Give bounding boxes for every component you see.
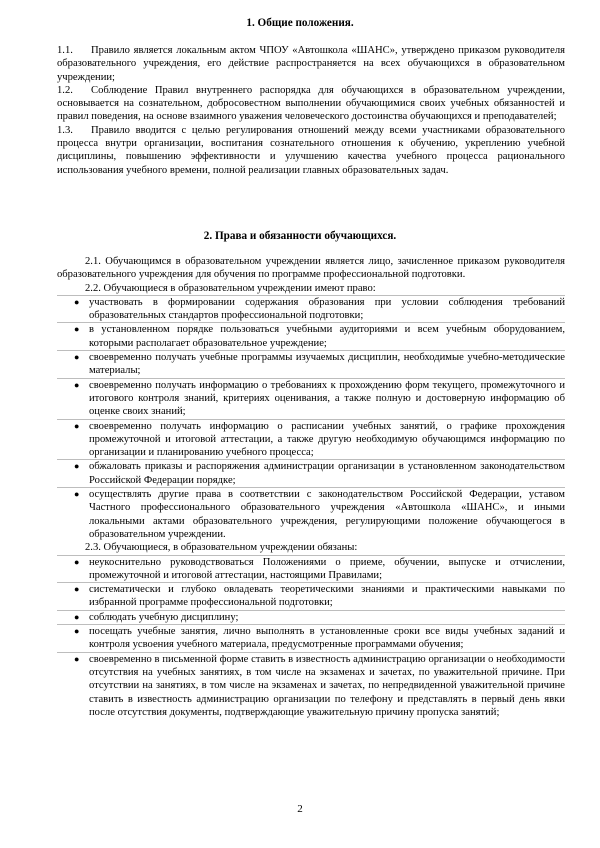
list-item: ● посещать учебные занятия, лично выполнять в установленные сроки все виды учебных заданий и контроля усвоения учебного материала, предусмотренные программами обучения; bbox=[57, 624, 565, 652]
list-item: ● участвовать в формировании содержания образования при условии соблюдения требований образовательных стандартов профессиональной подготовки; bbox=[57, 295, 565, 323]
clause-1-2: 1.2. Соблюдение Правил внутреннего распорядка для обучающихся в образовательном учреждении, основывается на сознательном, добросовестном выполнении обучающимися своих учебных обязанностей и правил поведения, на основе взаимного уважения человеческого достоинства обучающихся и преподавателей; bbox=[57, 84, 565, 123]
rights-list bbox=[57, 295, 565, 541]
list-item: ● неукоснительно руководствоваться Положениями о приеме, обучении, выпуске и отчислении, промежуточной и итоговой аттестации, настоящими Правилами; bbox=[57, 555, 565, 583]
bullet-icon: ● bbox=[74, 556, 80, 567]
section-2-body bbox=[57, 255, 565, 719]
bullet-icon: ● bbox=[74, 420, 80, 431]
list-item: ● своевременно получать информацию о расписании учебных занятий, о графике прохождения промежуточной и итоговой аттестации, а также другую необходимую обучающимся информацию по организации и планированию учебного процесса; bbox=[57, 419, 565, 460]
list-item: ● систематически и глубоко овладевать теоретическими знаниями и практическими навыками по избранной программе профессиональной подготовки; bbox=[57, 582, 565, 610]
bullet-icon: ● bbox=[74, 584, 80, 595]
clause-2-3: 2.3. Обучающиеся, в образовательном учреждении обязаны: bbox=[85, 542, 358, 554]
bullet-icon: ● bbox=[74, 461, 80, 472]
list-item: ● своевременно в письменной форме ставить в известность администрацию организации о необходимости отсутствия на учебных занятиях, в том числе на экзаменах и зачетах, по уважительной причине. При отсутствии на занятиях, в том числе на экзаменах и зачетах, по непредвиденной уважительной причине ставить в известность администрацию организации по телефону и представлять в первый день явки после отсутствия документы, подтверждающие уважительную причину пропуска занятий; bbox=[57, 652, 565, 719]
clause-2-2: 2.2. Обучающиеся в образовательном учреждении имеют право: bbox=[85, 282, 376, 294]
list-item: ● соблюдать учебную дисциплину; bbox=[57, 610, 565, 624]
bullet-icon: ● bbox=[74, 489, 80, 500]
list-item: ● обжаловать приказы и распоряжения администрации организации в установленном законодательством Российской Федерации порядке; bbox=[57, 459, 565, 487]
clause-1-3: 1.3. Правило вводится с целью регулирования отношений между всеми участниками образовательного процесса внутри организации, воспитания сознательного отношения к обучению, укреплению учебной дисциплины, повышению эффективности и улучшению качества учебного процесса рационального использования учебного времени, полной реализации главных образовательных задач. bbox=[57, 124, 565, 176]
bullet-icon: ● bbox=[74, 626, 80, 637]
page-number: 2 bbox=[297, 803, 303, 815]
section-2-heading: 2. Права и обязанности обучающихся. bbox=[203, 230, 397, 242]
bullet-icon: ● bbox=[74, 352, 80, 363]
bullet-icon: ● bbox=[74, 324, 80, 335]
list-item: ● своевременно получать информацию о требованиях к прохождению форм текущего, промежуточного и итогового контроля знаний, критериях оценивания, а также полную и достоверную информацию об оценке своих знаний; bbox=[57, 378, 565, 419]
duties-list bbox=[57, 555, 565, 720]
bullet-icon: ● bbox=[74, 296, 80, 307]
section-1-body bbox=[57, 44, 565, 177]
list-item: ● своевременно получать учебные программы изучаемых дисциплин, необходимые учебно-методические материалы; bbox=[57, 350, 565, 378]
section-1-heading: 1. Общие положения. bbox=[246, 17, 354, 29]
bullet-icon: ● bbox=[74, 379, 80, 390]
clause-1-1: 1.1. Правило является локальным актом ЧПОУ «Автошкола «ШАНС», утверждено приказом руководителя образовательного учреждения, его действие распространяется на всех обучающихся в образовательном учреждении; bbox=[57, 45, 565, 83]
clause-2-1: 2.1. Обучающимся в образовательном учреждении является лицо, зачисленное приказом руководителя образовательного учреждения для обучения по программе профессиональной подготовки. bbox=[57, 256, 565, 281]
list-item: ● осуществлять другие права в соответствии с законодательством Российской Федерации, уставом Частного профессионального образовательного учреждения «Автошкола «ШАНС», и иными локальными актами образовательного учреждения, регулирующими положение обучающегося в образовательном учреждении. bbox=[57, 487, 565, 541]
bullet-icon: ● bbox=[74, 611, 80, 622]
list-item: ● в установленном порядке пользоваться учебными аудиториями и всем учебным оборудованием, которыми располагает образовательное учреждение; bbox=[57, 322, 565, 350]
bullet-icon: ● bbox=[74, 653, 80, 664]
